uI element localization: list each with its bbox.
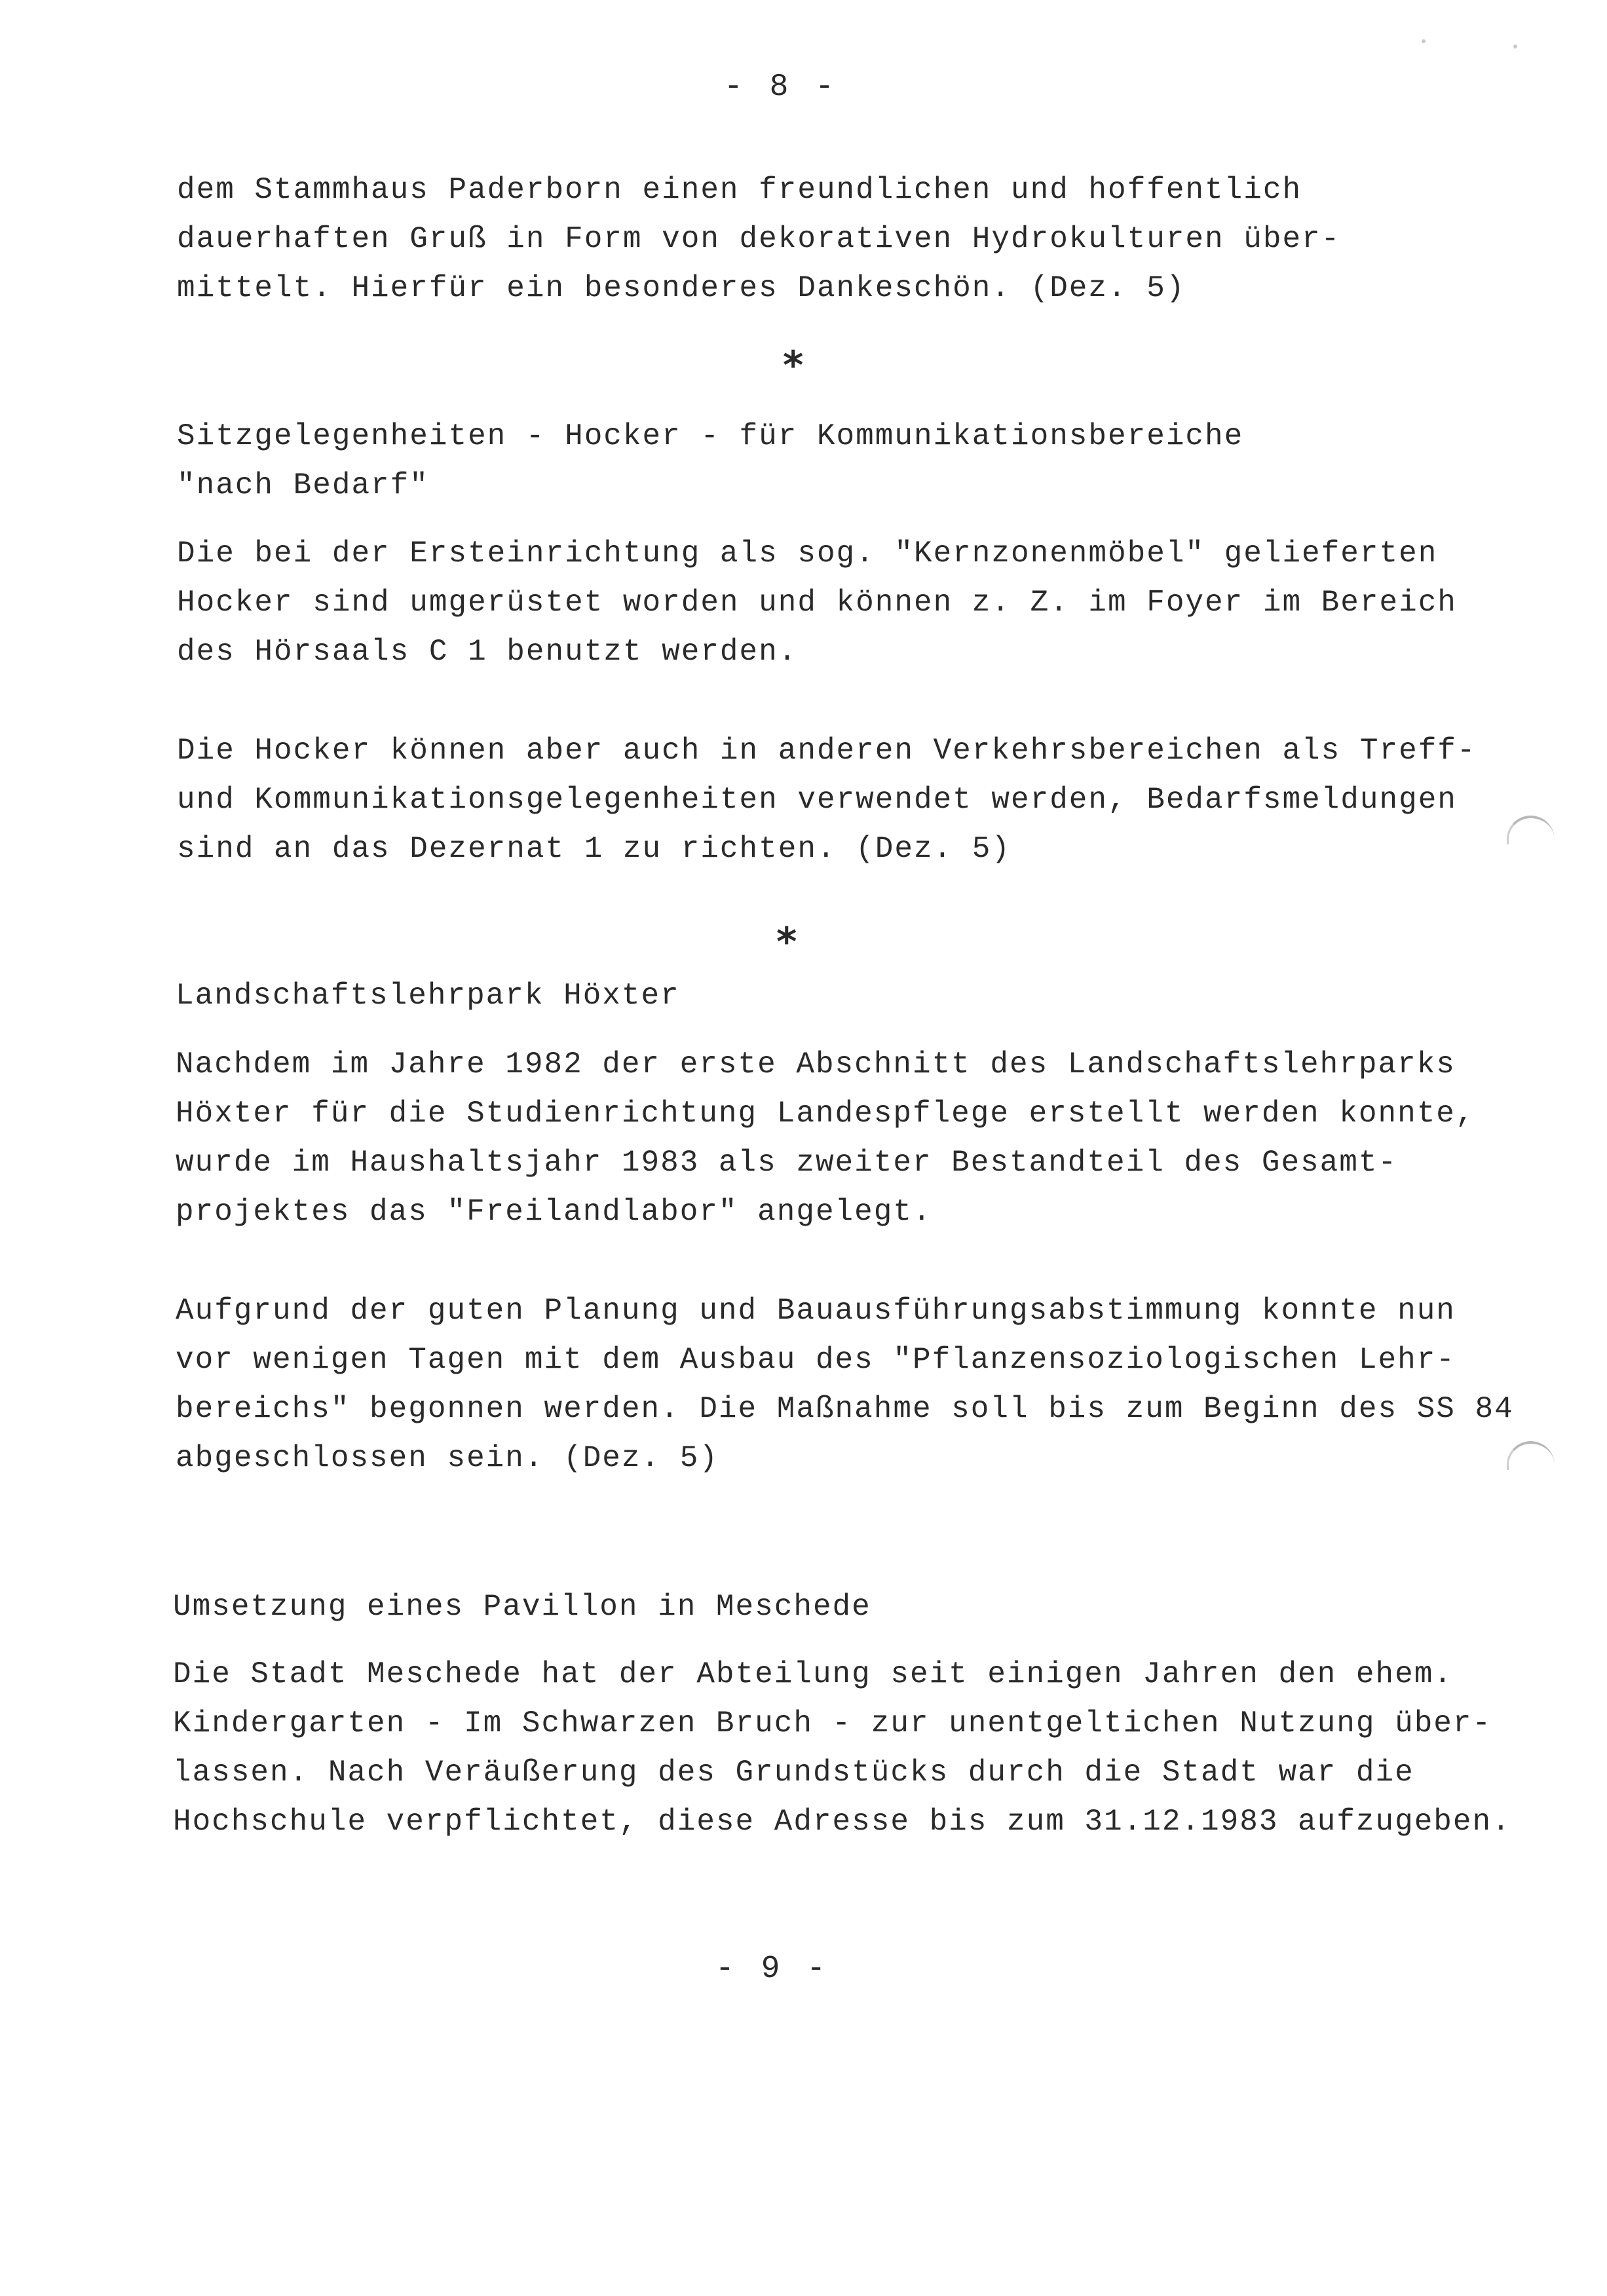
text-line: Die Stadt Meschede hat der Abteilung seit einigen Jahren den ehem. — [173, 1657, 1453, 1691]
text-line: Kindergarten - Im Schwarzen Bruch - zur unentgeltichen Nutzung über- — [173, 1706, 1492, 1741]
section-heading: Umsetzung eines Pavillon in Meschede — [173, 1590, 871, 1624]
text-line: sind an das Dezernat 1 zu richten. (Dez. 5) — [177, 832, 1011, 866]
text-line: und Kommunikationsgelegenheiten verwendet werden, Bedarfsmeldungen — [177, 783, 1457, 817]
section-heading: "nach Bedarf" — [177, 468, 429, 502]
text-line: des Hörsaals C 1 benutzt werden. — [177, 635, 798, 669]
text-line: vor wenigen Tagen mit dem Ausbau des "Pflanzensoziologischen Lehr- — [176, 1343, 1456, 1377]
page-number-footer: - 9 - — [715, 1951, 830, 1987]
text-line: lassen. Nach Veräußerung des Grundstücks durch die Stadt war die — [173, 1756, 1414, 1790]
text-line: Nachdem im Jahre 1982 der erste Abschnitt des Landschaftslehrparks — [176, 1047, 1456, 1082]
section-heading: Landschaftslehrpark Höxter — [176, 979, 680, 1013]
text-line: dauerhaften Gruß in Form von dekorativen Hydrokulturen über- — [177, 222, 1341, 256]
text-line: bereichs" begonnen werden. Die Maßnahme soll bis zum Beginn des SS 84 — [176, 1392, 1514, 1426]
scan-speck — [1422, 39, 1426, 43]
page-number-header: - 8 - — [724, 69, 839, 105]
text-line: wurde im Haushaltsjahr 1983 als zweiter Bestandteil des Gesamt- — [176, 1146, 1398, 1180]
text-line: dem Stammhaus Paderborn einen freundlichen und hoffentlich — [177, 173, 1302, 207]
text-line: mittelt. Hierfür ein besonderes Dankeschön. (Dez. 5) — [177, 271, 1186, 305]
text-line: Die bei der Ersteinrichtung als sog. "Kernzonenmöbel" gelieferten — [177, 536, 1438, 571]
text-line: Aufgrund der guten Planung und Bauausführungsabstimmung konnte nun — [176, 1294, 1456, 1328]
text-line: Die Hocker können aber auch in anderen Verkehrsbereichen als Treff- — [177, 734, 1477, 768]
separator-asterisk: * — [783, 343, 804, 388]
text-line: Höxter für die Studienrichtung Landespflege erstellt werden konnte, — [176, 1097, 1475, 1131]
scan-speck — [1513, 45, 1517, 48]
punch-hole-mark — [1507, 816, 1555, 844]
text-line: Hochschule verpflichtet, diese Adresse bis zum 31.12.1983 aufzugeben. — [173, 1805, 1511, 1839]
text-line: projektes das "Freilandlabor" angelegt. — [176, 1195, 932, 1229]
punch-hole-mark — [1507, 1441, 1555, 1470]
section-heading: Sitzgelegenheiten - Hocker - für Kommunikationsbereiche — [177, 419, 1244, 453]
text-line: abgeschlossen sein. (Dez. 5) — [176, 1441, 719, 1475]
text-line: Hocker sind umgerüstet worden und können z. Z. im Foyer im Bereich — [177, 586, 1457, 620]
separator-asterisk: * — [776, 919, 797, 965]
